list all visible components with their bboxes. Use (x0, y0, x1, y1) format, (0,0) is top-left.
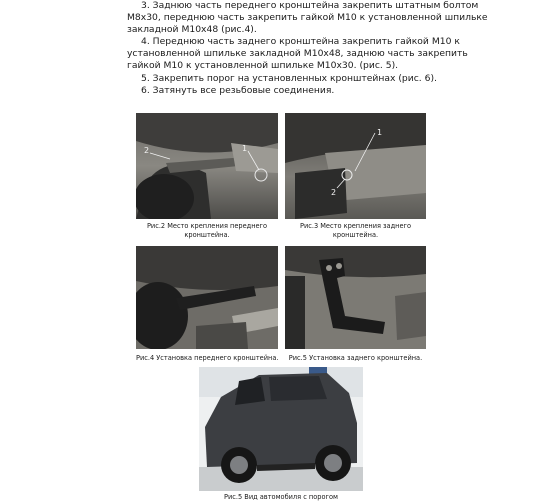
caption-fig2-line2: кронштейна. (184, 230, 230, 239)
photo-front-bracket-installed (136, 246, 278, 349)
caption-fig4 (136, 354, 278, 363)
marker-1: 1 (242, 144, 248, 153)
instruction-line: 4. Переднюю часть заднего кронштейна закрепить гайкой M10 к (141, 36, 460, 47)
instruction-line: 5. Закрепить порог на установленных кронштейнах (рис. 6). (141, 73, 437, 84)
instruction-line: закладной M10x48 (рис.4). (127, 24, 257, 35)
instruction-line: 6. Затянуть все резьбовые соединения. (141, 85, 335, 96)
caption-fig3-line1: Рис.3 Место крепления заднего (299, 222, 412, 230)
instruction-line: гайкой M10 к установленной шпильке M10x30. (рис. 5). (127, 60, 399, 71)
photo-car-with-side-step (199, 367, 363, 491)
caption-fig5-line1: Рис.5 Установка заднего кронштейна. (288, 354, 423, 362)
instruction-line: M8x30, переднюю часть закрепить гайкой M10 к установленной шпильке (127, 12, 488, 23)
caption-fig3-line2: кронштейна. (332, 230, 379, 239)
caption-fig2 (136, 222, 278, 239)
caption-fig3 (285, 222, 426, 239)
caption-fig4-line1: Рис.4 Установка переднего кронштейна. (136, 354, 279, 362)
caption-fig2-line1: Рис.2 Место крепления переднего (146, 222, 268, 230)
caption-fig6-line1: Рис.5 Вид автомобиля с порогом (224, 493, 338, 501)
marker-2: 2 (144, 146, 150, 155)
photo-rear-bracket-location (285, 113, 426, 219)
instruction-line: 3. Заднюю часть переднего кронштейна закрепить штатным болтом (141, 0, 479, 11)
photo-rear-bracket-installed (285, 246, 426, 349)
photo-front-bracket-location (136, 113, 278, 219)
marker-2: 2 (331, 188, 337, 197)
instruction-line: установленной шпильке закладной M10x48, заднюю часть закрепить (127, 48, 468, 59)
marker-1: 1 (377, 128, 383, 137)
caption-fig5 (285, 354, 426, 363)
caption-fig6 (199, 493, 363, 502)
